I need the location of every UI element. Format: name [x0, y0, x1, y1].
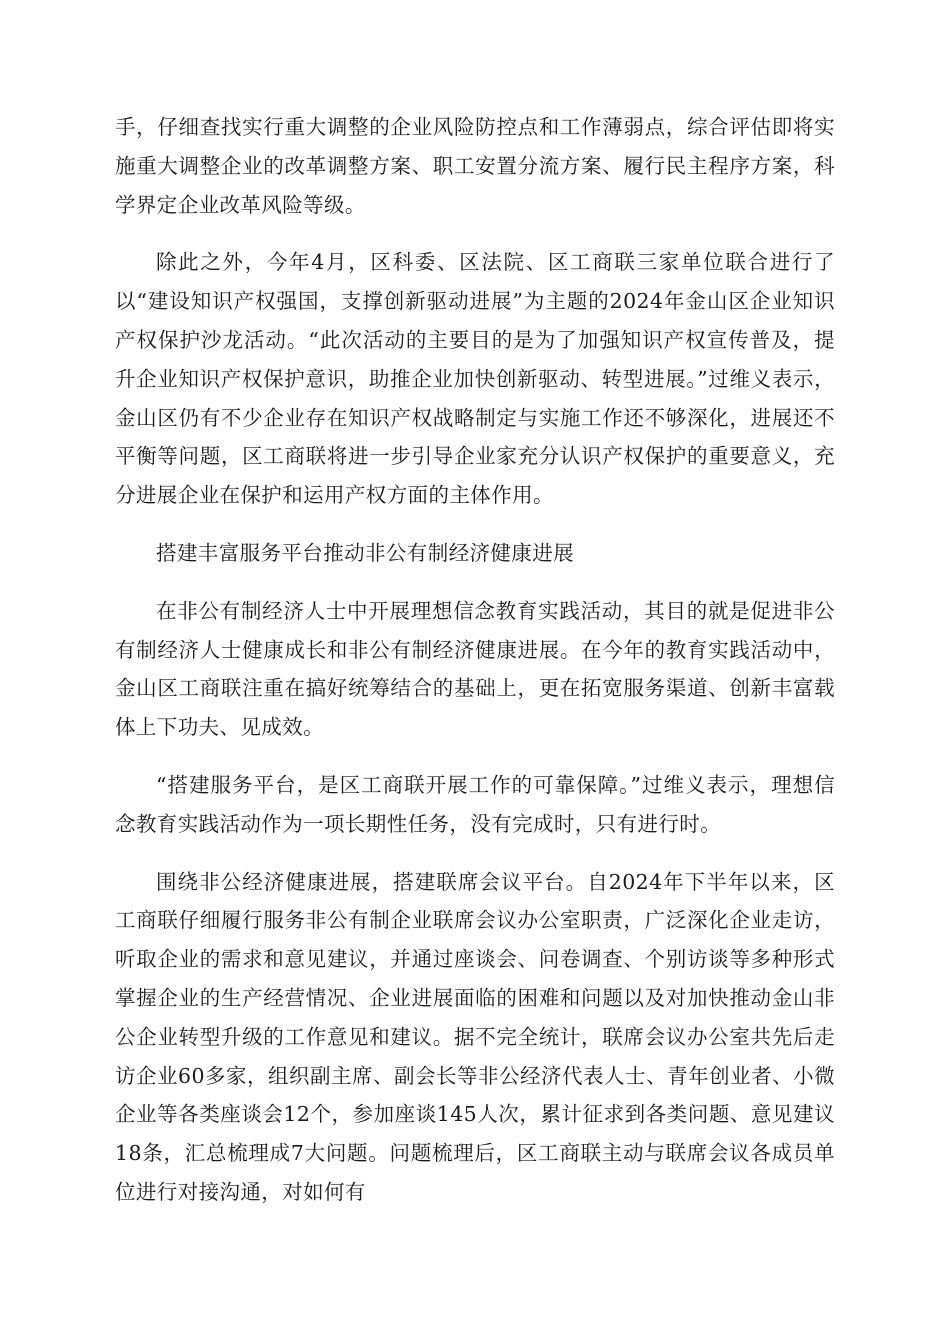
section-heading: 搭建丰富服务平台推动非公有制经济健康进展	[156, 540, 574, 565]
paragraph-risk-assessment: 手，仔细查找实行重大调整的企业风险防控点和工作薄弱点，综合评估即将实施重大调整企业的改革调整方案、职工安置分流方案、履行民主程序方案，科学界定企业改革风险等级。	[115, 115, 835, 217]
document-body	[115, 108, 835, 1231]
paragraph-joint-meeting: 围绕非公经济健康进展，搭建联席会议平台。自2024年下半年以来，区工商联仔细履行服务非公有制企业联席会议办公室职责，广泛深化企业走访，听取企业的需求和意见建议，并通过座谈会、问卷调查、个别访谈等多种形式掌握企业的生产经营情况、企业进展面临的困难和问题以及对加快推动金山非公企业转型升级的工作意见和建议。据不完全统计，联席会议办公室共先后走访企业60多家，组织副主席、副会长等非公经济代表人士、青年创业者、小微企业等各类座谈会12个，参加座谈145人次，累计征求到各类问题、意见建议18条，汇总梳理成7大问题。问题梳理后，区工商联主动与联席会议各成员单位进行对接沟通，对如何有	[115, 869, 835, 1204]
paragraph-education-practice: 在非公有制经济人士中开展理想信念教育实践活动，其目的就是促进非公有制经济人士健康成长和非公有制经济健康进展。在今年的教育实践活动中，金山区工商联注重在搞好统筹结合的基础上，更在拓宽服务渠道、创新丰富载体上下功夫、见成效。	[115, 598, 835, 740]
paragraph-ip-salon: 除此之外，今年4月，区科委、区法院、区工商联三家单位联合进行了以“建设知识产权强国，支撑创新驱动进展”为主题的2024年金山区企业知识产权保护沙龙活动。“此次活动的主要目的是为了加强知识产权宣传普及，提升企业知识产权保护意识，助推企业加快创新驱动、转型进展。”过维义表示，金山区仍有不少企业存在知识产权战略制定与实施工作还不够深化，进展还不平衡等问题，区工商联将进一步引导企业家充分认识产权保护的重要意义，充分进展企业在保护和运用产权方面的主体作用。	[115, 250, 835, 508]
paragraph-service-platform-quote: “搭建服务平台，是区工商联开展工作的可靠保障。”过维义表示，理想信念教育实践活动作为一项长期性任务，没有完成时，只有进行时。	[115, 772, 835, 836]
